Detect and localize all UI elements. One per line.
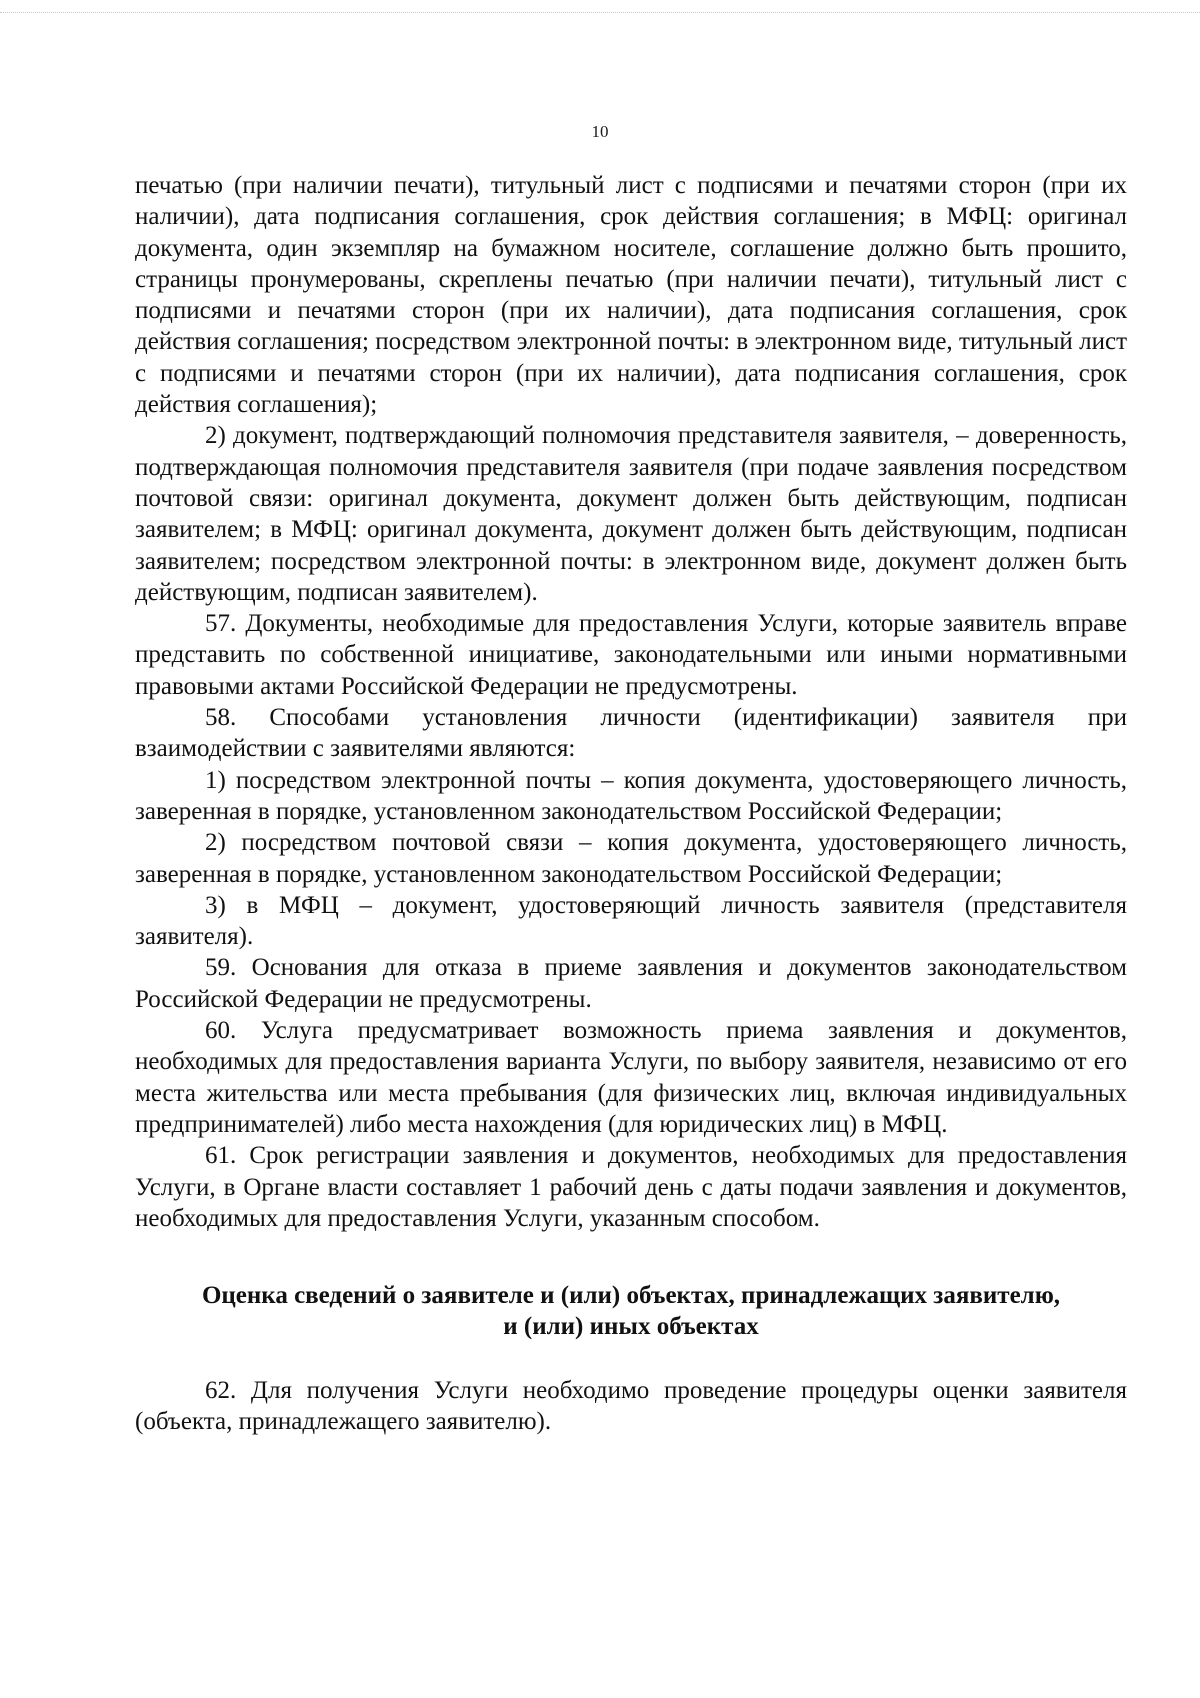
section-heading-line-1: Оценка сведений о заявителе и (или) объектах, принадлежащих заявителю,: [201, 1282, 1061, 1310]
section-heading-line-2: и (или) иных объектах: [503, 1313, 759, 1341]
page-number: 10: [591, 122, 609, 141]
section-heading: [135, 1280, 1127, 1343]
paragraph-58-item-2: 2) посредством почтовой связи – копия документа, удостоверяющего личность, заверенная в порядке, установленном законодательством Российской Федерации;: [135, 829, 1127, 888]
paragraph-61: 61. Срок регистрации заявления и документов, необходимых для предоставления Услуги, в Органе власти составляет 1 рабочий день с даты подачи заявления и документов, необходимых для предоставления Услуги, указанным способом.: [135, 1142, 1127, 1232]
paragraph-continuation: печатью (при наличии печати), титульный лист с подписями и печатями сторон (при их наличии), дата подписания соглашения, срок действия соглашения; в МФЦ: оригинал документа, один экземпляр на бумажном носителе, соглашение должно быть прошито, страницы пронумерованы, скреплены печатью (при наличии печати), титульный лист с подписями и печатями сторон (при их наличии), дата подписания соглашения, срок действия соглашения; посредством электронной почты: в электронном виде, титульный лист с подписями и печатями сторон (при их наличии), дата подписания соглашения, срок действия соглашения);: [135, 172, 1127, 419]
paragraph-57: 57. Документы, необходимые для предоставления Услуги, которые заявитель вправе представить по собственной инициативе, законодательными или иными нормативными правовыми актами Российской Федерации не предусмотрены.: [135, 610, 1127, 700]
paragraph-60: 60. Услуга предусматривает возможность приема заявления и документов, необходимых для предоставления варианта Услуги, по выбору заявителя, независимо от его места жительства или места пребывания (для физических лиц, включая индивидуальных предпринимателей) либо места нахождения (для юридических лиц) в МФЦ.: [135, 1017, 1127, 1138]
scan-edge-line: [0, 12, 1200, 13]
paragraph-58: 58. Способами установления личности (идентификации) заявителя при взаимодействии с заявителями являются:: [135, 704, 1127, 763]
document-body: [135, 170, 1127, 1437]
paragraph-item-2-power-of-attorney: 2) документ, подтверждающий полномочия представителя заявителя, – доверенность, подтверждающая полномочия представителя заявителя (при подаче заявления посредством почтовой связи: оригинал документа, документ должен быть действующим, подписан заявителем; в МФЦ: оригинал документа, документ должен быть действующим, подписан заявителем; посредством электронной почты: в электронном виде, документ должен быть действующим, подписан заявителем).: [135, 422, 1127, 606]
paragraph-58-item-3: 3) в МФЦ – документ, удостоверяющий личность заявителя (представителя заявителя).: [135, 891, 1127, 951]
paragraph-59: 59. Основания для отказа в приеме заявления и документов законодательством Российской Федерации не предусмотрены.: [135, 954, 1127, 1013]
paragraph-62: 62. Для получения Услуги необходимо проведение процедуры оценки заявителя (объекта, принадлежащего заявителю).: [135, 1376, 1127, 1435]
paragraph-58-item-1: 1) посредством электронной почты – копия документа, удостоверяющего личность, заверенная в порядке, установленном законодательством Российской Федерации;: [135, 766, 1127, 825]
